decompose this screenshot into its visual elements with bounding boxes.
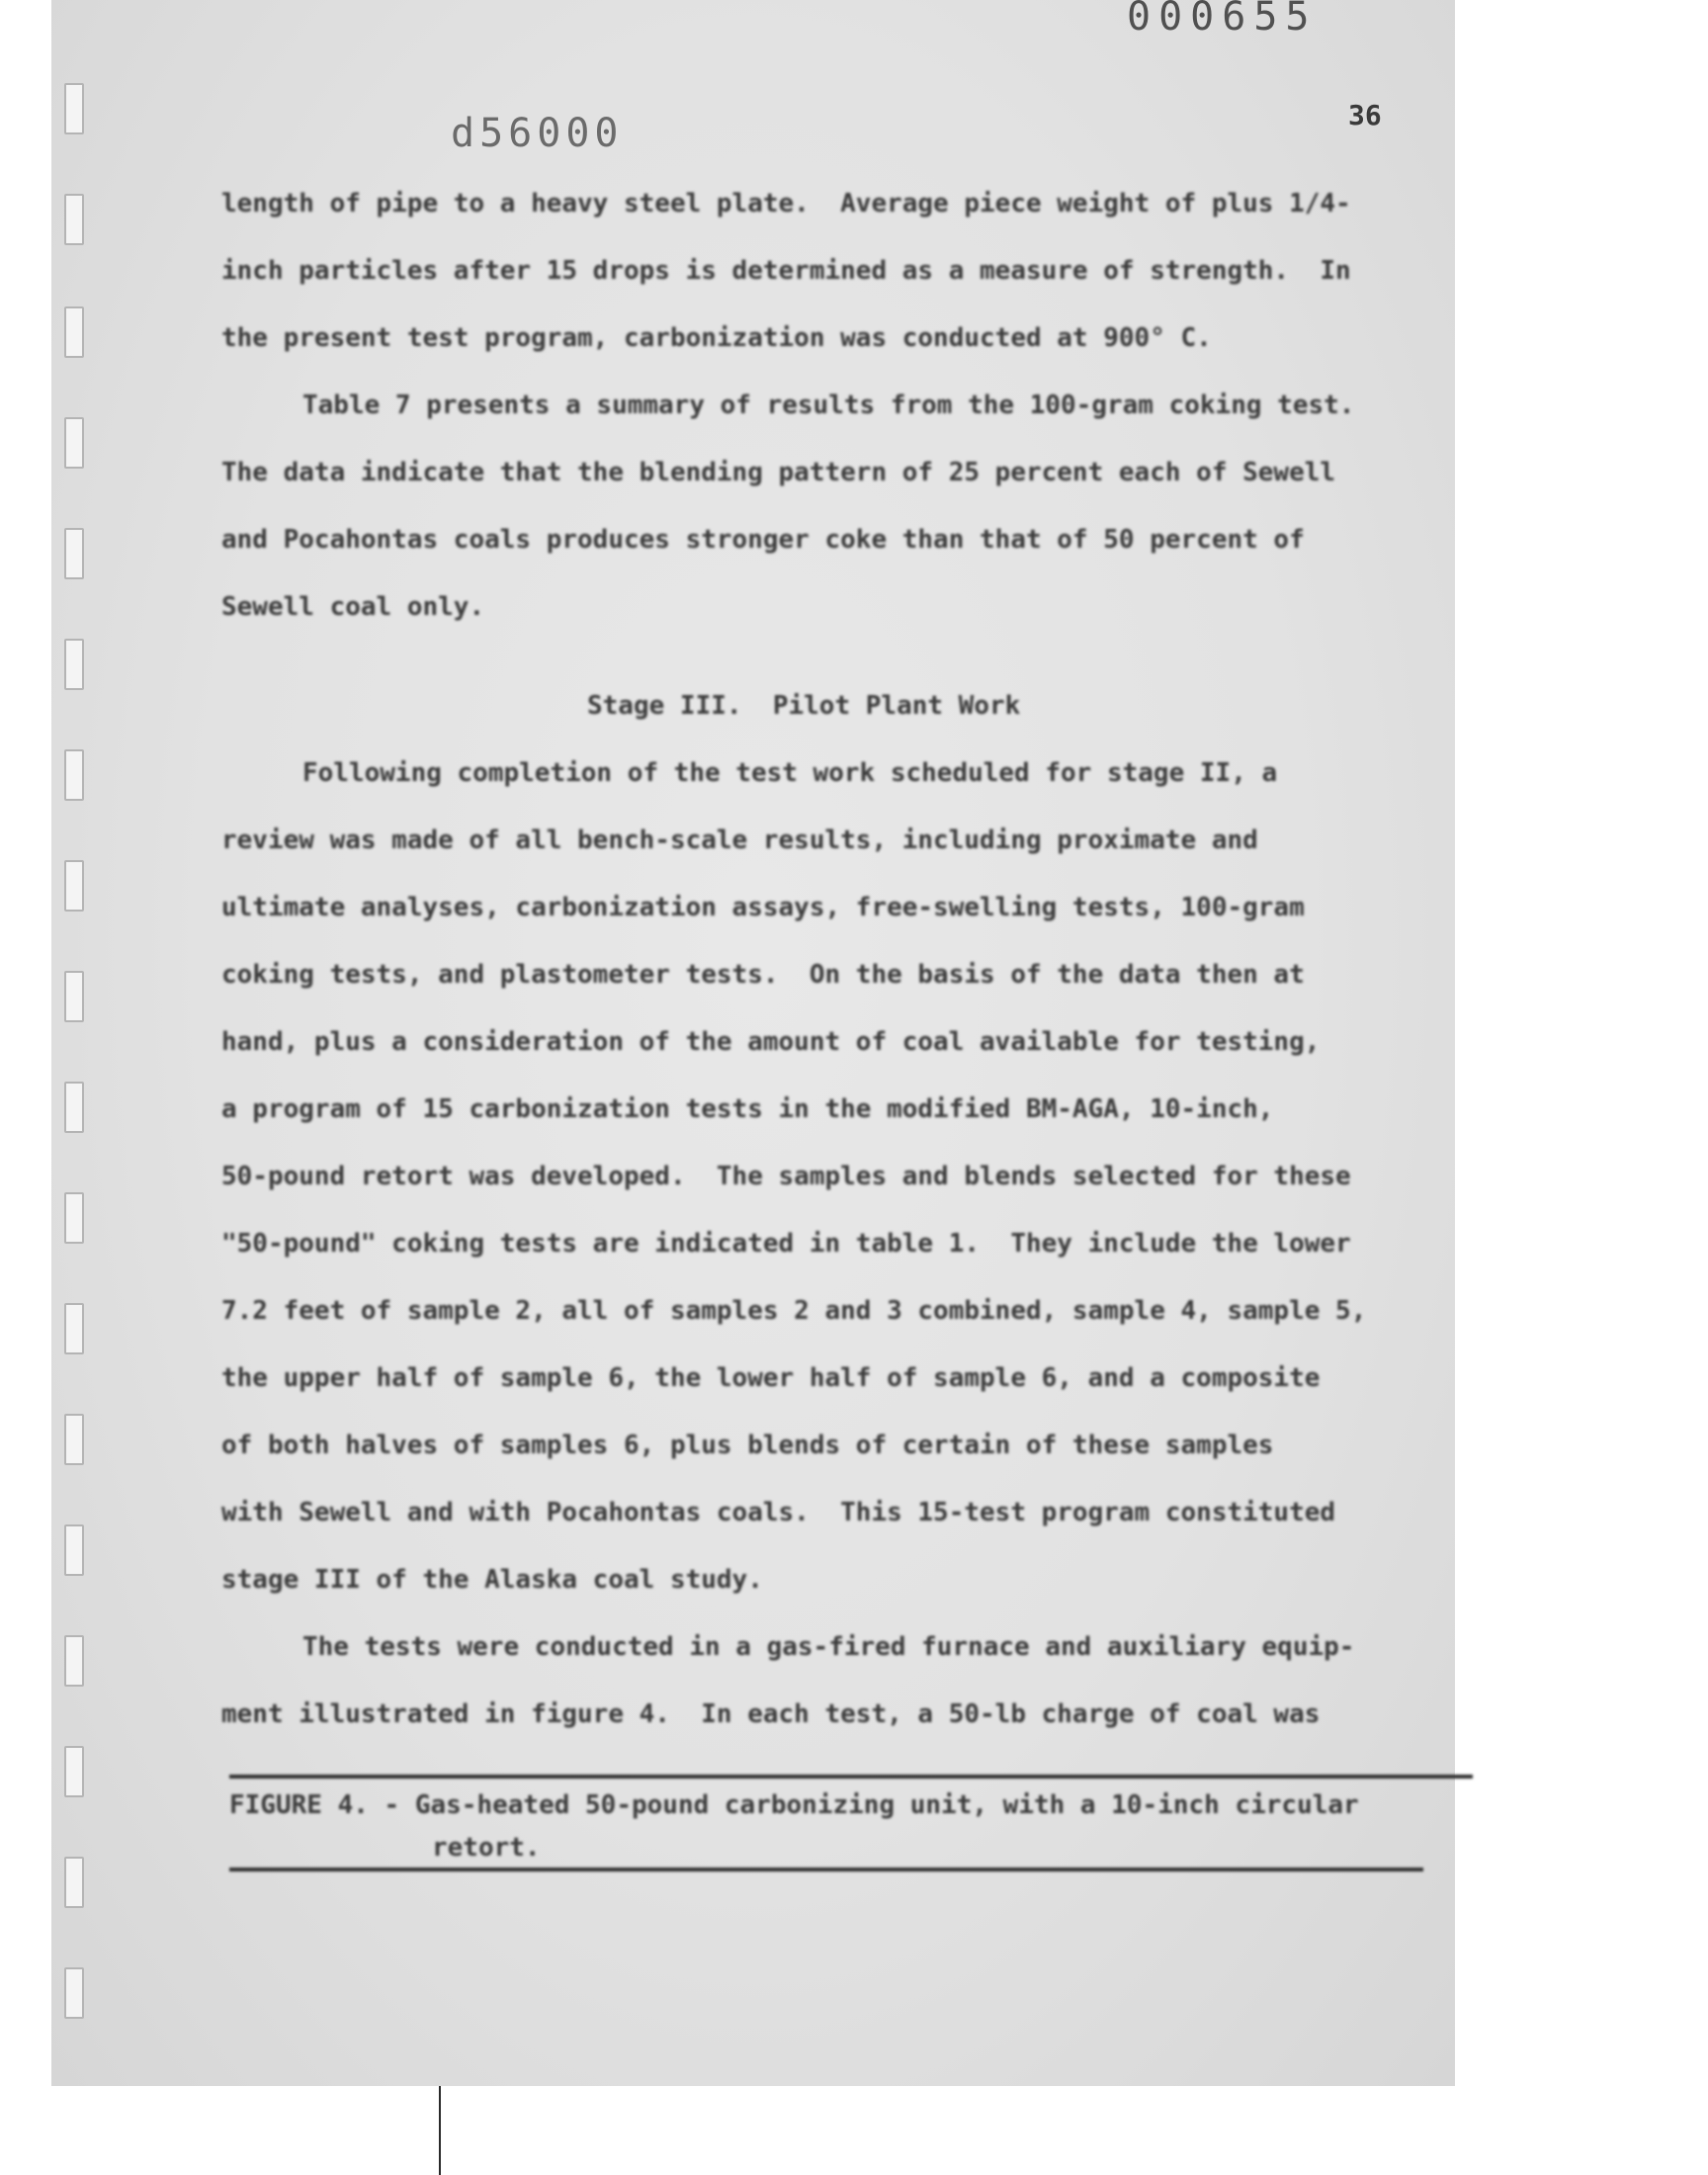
punch-hole [64, 194, 84, 245]
punch-hole [64, 1524, 84, 1576]
caption-line: retort. [432, 1833, 541, 1863]
scanned-page [51, 0, 1455, 2086]
archive-stamp: d56000 [451, 111, 624, 156]
text-line: stage III of the Alaska coal study. [221, 1565, 763, 1595]
text-line: "50-pound" coking tests are indicated in table 1. They include the lower [221, 1229, 1351, 1259]
text-line: of both halves of samples 6, plus blends of certain of these samples [221, 1431, 1274, 1460]
section-heading: Stage III. Pilot Plant Work [587, 691, 1021, 721]
scan-edge-line [439, 2086, 441, 2175]
page-number: 36 [1348, 99, 1382, 131]
archive-number-top: 000655 [1127, 0, 1318, 40]
text-line: 50-pound retort was developed. The samples and blends selected for these [221, 1162, 1351, 1191]
caption-line: FIGURE 4. - Gas-heated 50-pound carbonizing unit, with a 10-inch circular [229, 1790, 1359, 1820]
text-line: The data indicate that the blending pattern of 25 percent each of Sewell [221, 458, 1336, 487]
punch-hole [64, 1414, 84, 1465]
punch-hole [64, 639, 84, 690]
punch-hole [64, 860, 84, 912]
punch-hole [64, 1192, 84, 1244]
text-line: 7.2 feet of sample 2, all of samples 2 and 3 combined, sample 4, sample 5, [221, 1296, 1367, 1326]
text-line: ment illustrated in figure 4. In each test, a 50-lb charge of coal was [221, 1699, 1321, 1729]
text-line: Table 7 presents a summary of results from the 100-gram coking test. [302, 391, 1355, 420]
text-line: coking tests, and plastometer tests. On the basis of the data then at [221, 960, 1305, 990]
caption-rule-bottom [229, 1868, 1423, 1871]
text-line: and Pocahontas coals produces stronger coke than that of 50 percent of [221, 525, 1305, 555]
text-line: hand, plus a consideration of the amount of coal available for testing, [221, 1027, 1321, 1057]
punch-hole [64, 971, 84, 1022]
caption-rule-top [229, 1775, 1473, 1779]
figure-caption [229, 1775, 1473, 1871]
text-line: with Sewell and with Pocahontas coals. This 15-test program constituted [221, 1498, 1336, 1527]
punch-hole [64, 1967, 84, 2019]
punch-hole [64, 1746, 84, 1797]
text-line: Sewell coal only. [221, 592, 485, 622]
punch-hole [64, 1303, 84, 1354]
text-line: Following completion of the test work scheduled for stage II, a [302, 758, 1278, 788]
body-text [221, 170, 1506, 1748]
punch-hole [64, 749, 84, 801]
punch-hole [64, 1082, 84, 1133]
punch-hole [64, 83, 84, 134]
punch-hole [64, 528, 84, 579]
text-line: the upper half of sample 6, the lower half of sample 6, and a composite [221, 1363, 1321, 1393]
text-line: the present test program, carbonization was conducted at 900° C. [221, 323, 1212, 353]
punch-hole [64, 1635, 84, 1687]
punch-hole [64, 1857, 84, 1908]
text-line: ultimate analyses, carbonization assays, free-swelling tests, 100-gram [221, 893, 1305, 922]
text-line: The tests were conducted in a gas-fired furnace and auxiliary equip- [302, 1632, 1355, 1662]
text-line: length of pipe to a heavy steel plate. Average piece weight of plus 1/4- [221, 189, 1351, 218]
text-line: review was made of all bench-scale results, including proximate and [221, 826, 1258, 855]
text-line: inch particles after 15 drops is determined as a measure of strength. In [221, 256, 1351, 286]
punch-hole [64, 306, 84, 358]
text-line: a program of 15 carbonization tests in the modified BM-AGA, 10-inch, [221, 1094, 1274, 1124]
punch-hole [64, 417, 84, 469]
